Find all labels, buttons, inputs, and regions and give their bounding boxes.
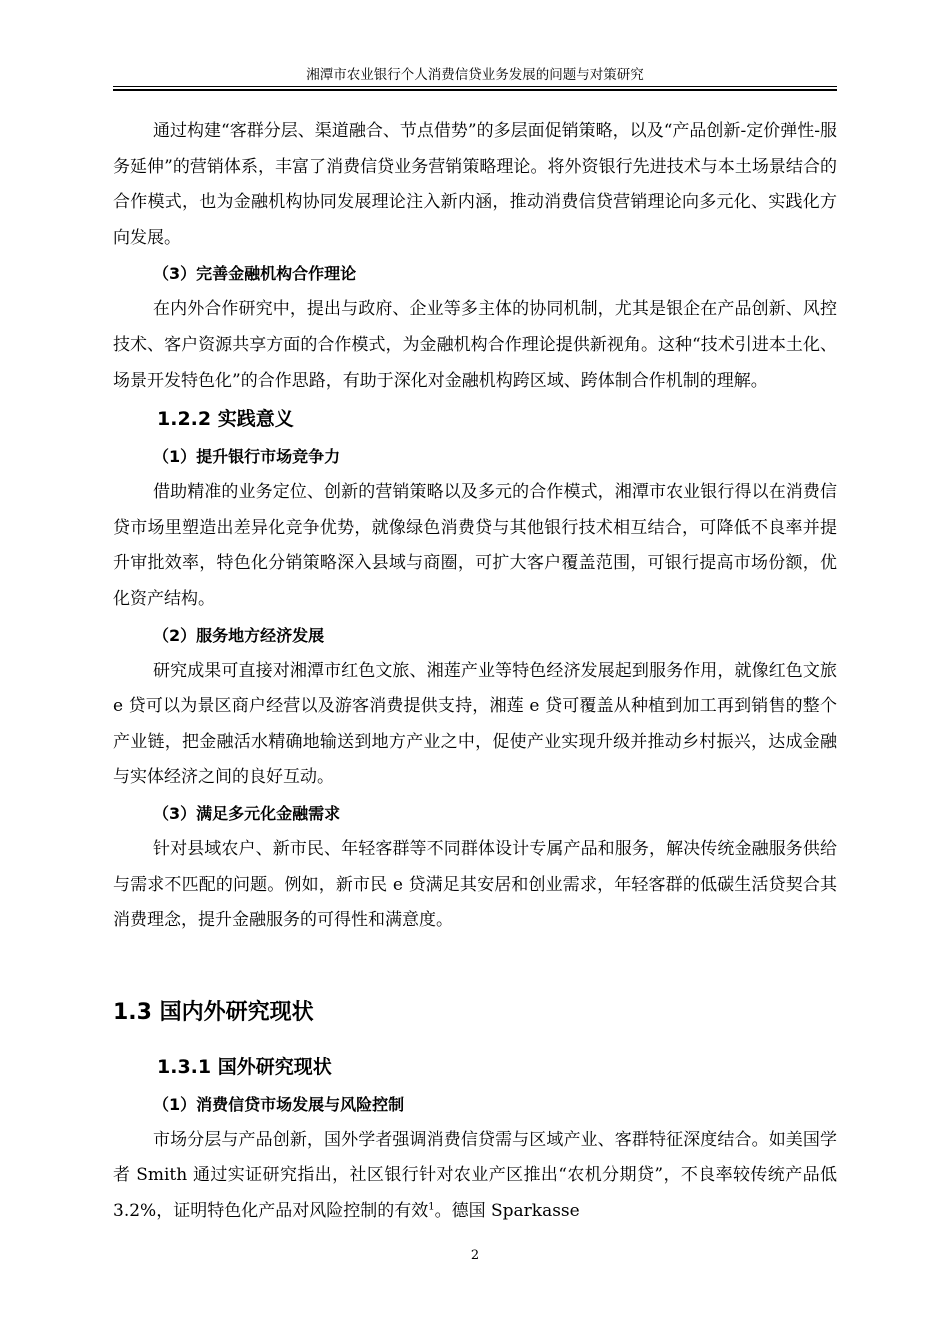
- paragraph-foreign-research: [113, 1123, 837, 1230]
- heading-1-3-1: 1.3.1 国外研究现状: [157, 1055, 332, 1078]
- paragraph-diverse-needs: 针对县域农户、新市民、年轻客群等不同群体设计专属产品和服务，解决传统金融服务供给与需求不匹配的问题。例如，新市民 e 贷满足其安居和创业需求，年轻客群的低碳生活贷契合其消费理念，提升金融服务的可得性和满意度。: [113, 838, 837, 931]
- paragraph-competitiveness: 借助精准的业务定位、创新的营销策略以及多元的合作模式，湘潭市农业银行得以在消费信贷市场里塑造出差异化竞争优势，就像绿色消费贷与其他银行技术相互结合，可降低不良率并提升审批效率，特色化分销策略深入县域与商圈，可扩大客户覆盖范围，可银行提高市场份额，优化资产结构。: [113, 482, 837, 609]
- paragraph-foreign-research-text: 市场分层与产品创新，国外学者强调消费信贷需与区域产业、客群特征深度结合。如美国学者 Smith 通过实证研究指出，社区银行针对农业产区推出“农机分期贷”，不良率较传统产品低 3.2%，证明特色化产品对风险控制的有效: [113, 1129, 837, 1221]
- running-header: 湘潭市农业银行个人消费信贷业务发展的问题与对策研究: [306, 67, 644, 83]
- heading-1-3: 1.3 国内外研究现状: [113, 999, 314, 1025]
- paragraph-cooperation: 在内外合作研究中，提出与政府、企业等多主体的协同机制，尤其是银企在产品创新、风控技术、客户资源共享方面的合作模式，为金融机构合作理论提供新视角。这种“技术引进本土化、场景开发特色化”的合作思路，有助于深化对金融机构跨区域、跨体制合作机制的理解。: [113, 299, 837, 391]
- heading-1-2-2: 1.2.2 实践意义: [157, 408, 294, 431]
- paragraph-local-economy: 研究成果可直接对湘潭市红色文旅、湘莲产业等特色经济发展起到服务作用，就像红色文旅 e 贷可以为景区商户经营以及游客消费提供支持，湘莲 e 贷可覆盖从种植到加工再到销售的整个产业链，把金融活水精确地输送到地方产业之中，促使产业实现升级并推动乡村振兴，达成金融与实体经济之间的良好互动。: [113, 660, 837, 788]
- heading-local-economy: （2）服务地方经济发展: [153, 625, 325, 645]
- heading-cooperation-theory: （3）完善金融机构合作理论: [153, 264, 357, 284]
- heading-diverse-needs: （3）满足多元化金融需求: [153, 803, 341, 823]
- header-rule-thick: [113, 89, 837, 91]
- footnote-ref[interactable]: 1: [428, 1201, 435, 1213]
- page-number: 2: [470, 1248, 480, 1263]
- heading-competitiveness: （1）提升银行市场竞争力: [153, 447, 341, 467]
- heading-credit-risk: （1）消费信贷市场发展与风险控制: [153, 1094, 405, 1114]
- header-rule-thin: [113, 86, 837, 87]
- paragraph-marketing-theory: 通过构建“客群分层、渠道融合、节点借势”的多层面促销策略，以及“产品创新-定价弹性-服务延伸”的营销体系，丰富了消费信贷业务营销策略理论。将外资银行先进技术与本土场景结合的合作模式，也为金融机构协同发展理论注入新内涵，推动消费信贷营销理论向多元化、实践化方向发展。: [113, 121, 837, 248]
- paragraph-foreign-research-tail: 。德国 Sparkasse: [434, 1200, 580, 1221]
- page-body: [113, 114, 837, 1229]
